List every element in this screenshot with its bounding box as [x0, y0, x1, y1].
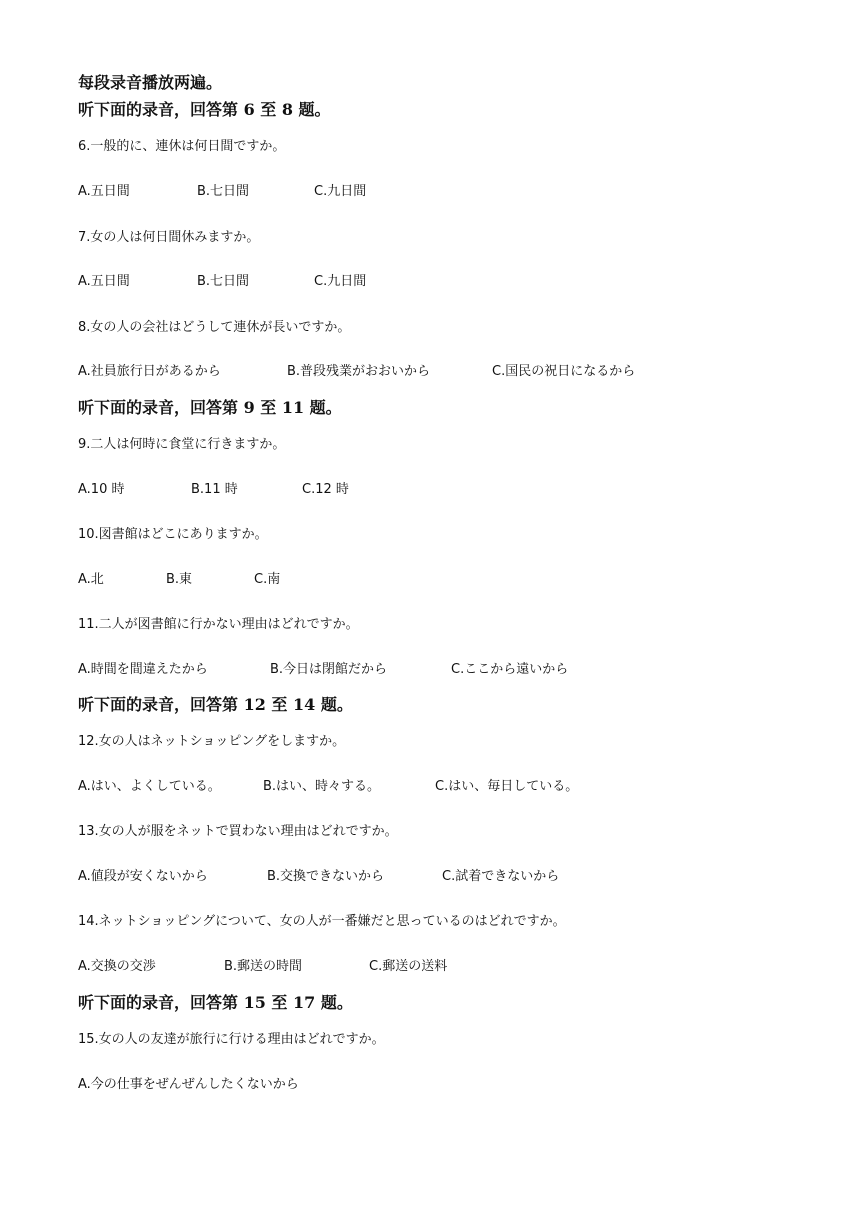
option-b: B.普段残業がおおいから	[287, 364, 431, 379]
option-b: B.東	[166, 572, 193, 587]
option-a: A.10 時	[78, 482, 125, 497]
section-heading: 听下面的录音，回答第 15 至 17 题。	[78, 993, 353, 1012]
intro-text: 每段录音播放两遍。	[78, 73, 223, 92]
option-c: C.九日間	[314, 274, 367, 289]
question-text: 13.女の人が服をネットで買わない理由はどれですか。	[78, 824, 398, 839]
question-text: 12.女の人はネットショッピングをしますか。	[78, 734, 346, 749]
option-c: C.試着できないから	[442, 869, 560, 884]
option-a: A.値段が安くないから	[78, 869, 208, 884]
option-c: C.はい、毎日している。	[435, 779, 579, 794]
option-a: A.時間を間違えたから	[78, 662, 208, 677]
option-a: A.五日間	[78, 274, 130, 289]
question-text: 9.二人は何時に食堂に行きますか。	[78, 437, 286, 452]
option-c: C.12 時	[302, 482, 349, 497]
option-b: B.七日間	[197, 274, 250, 289]
option-c: C.ここから遠いから	[451, 662, 569, 677]
section-heading: 听下面的录音，回答第 12 至 14 题。	[78, 695, 353, 714]
option-c: C.南	[254, 572, 281, 587]
option-a: A.五日間	[78, 184, 130, 199]
section-heading: 听下面的录音，回答第 9 至 11 题。	[78, 398, 342, 417]
option-c: C.郵送の送料	[369, 959, 448, 974]
option-c: C.九日間	[314, 184, 367, 199]
option-a: A.はい、よくしている。	[78, 779, 221, 794]
question-text: 14.ネットショッピングについて、女の人が一番嫌だと思っているのはどれですか。	[78, 914, 566, 929]
question-text: 8.女の人の会社はどうして連休が長いですか。	[78, 320, 351, 335]
question-text: 7.女の人は何日間休みますか。	[78, 230, 260, 245]
option-b: B.今日は閉館だから	[270, 662, 388, 677]
option-a: A.今の仕事をぜんぜんしたくないから	[78, 1077, 299, 1092]
section-heading: 听下面的录音，回答第 6 至 8 题。	[78, 100, 331, 119]
option-b: B.郵送の時間	[224, 959, 303, 974]
question-text: 10.図書館はどこにありますか。	[78, 527, 268, 542]
option-a: A.交換の交渉	[78, 959, 156, 974]
question-text: 11.二人が図書館に行かない理由はどれですか。	[78, 617, 359, 632]
option-a: A.社員旅行日があるから	[78, 364, 221, 379]
option-b: B.七日間	[197, 184, 250, 199]
question-text: 15.女の人の友達が旅行に行ける理由はどれですか。	[78, 1032, 385, 1047]
option-c: C.国民の祝日になるから	[492, 364, 636, 379]
option-b: B.交換できないから	[267, 869, 385, 884]
question-text: 6.一般的に、連休は何日間ですか。	[78, 139, 286, 154]
option-b: B.はい、時々する。	[263, 779, 381, 794]
option-b: B.11 時	[191, 482, 238, 497]
option-a: A.北	[78, 572, 104, 587]
